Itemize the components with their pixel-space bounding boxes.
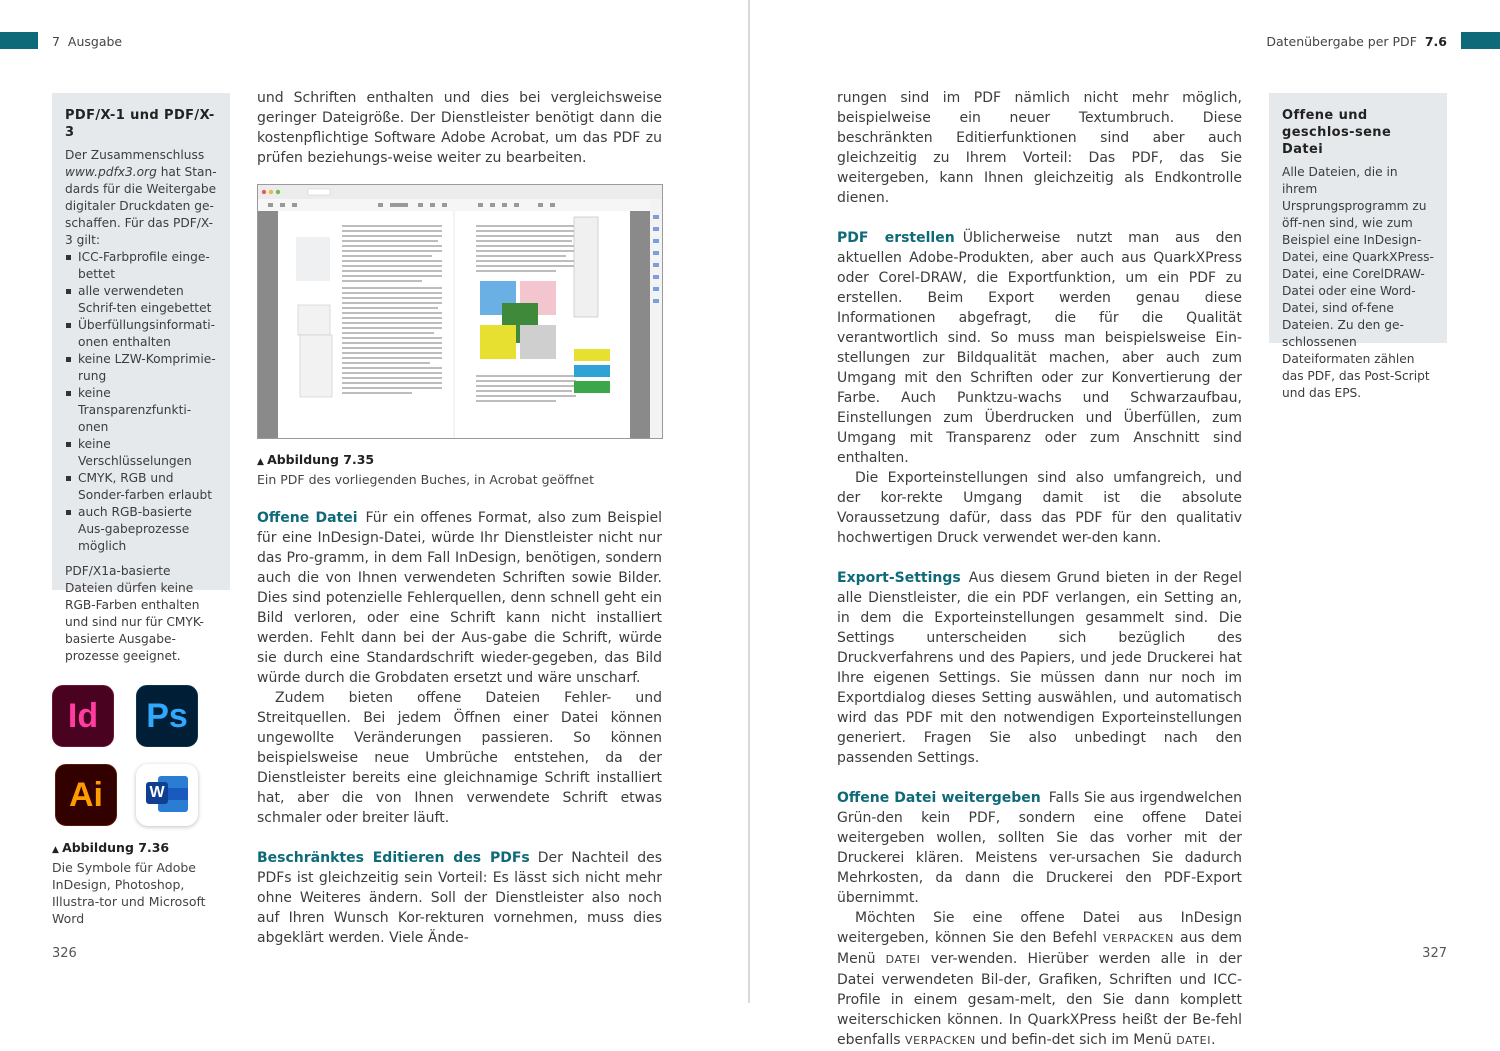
- acrobat-window-illustration: [258, 185, 662, 438]
- indesign-icon: Id: [52, 685, 114, 747]
- run-in-heading: Offene Datei: [257, 510, 358, 526]
- para-export-settings: Export-Settings Aus diesem Grund bieten in der Regel alle Dienstleister, die ein PDF verlangen, ein Setting an, in dem die Exporteinstellungen gesammelt sind. Die Settings unterscheiden sich bezüglich des Druckverfahrens und des Papiers, und jede Druckerei hat Ihre eigenen Settings. Sie müssen dann nur noch im Exportdialog dieses Setting auswählen, und automatisch wird das PDF mit den notwendigen Exporteinstellungen generiert. Fragen Sie also unbedingt nach den passenden Settings.: [837, 570, 1242, 766]
- chapter-tab-left: [0, 32, 38, 49]
- sidebox-outro: PDF/X1a-basierte Dateien dürfen keine RGB-Farben enthalten und sind nur für CMYK-basierte Ausgabe-prozesse geeignet.: [65, 564, 204, 663]
- menu-command: VERPACKEN: [905, 1034, 976, 1047]
- word-icon: [136, 764, 198, 826]
- list-item: alle verwendeten Schrif-ten eingebettet: [65, 283, 217, 317]
- running-header-left: [52, 34, 122, 49]
- chapter-title: Ausgabe: [67, 34, 123, 49]
- section-number: 7.6: [1424, 34, 1447, 49]
- pdfx3-link[interactable]: www.pdfx3.org: [65, 165, 157, 179]
- body-text-right: [837, 88, 1242, 1051]
- figure-736-caption: [52, 839, 230, 927]
- para-offene-datei: Offene Datei Für ein offenes Format, also zum Beispiel für eine InDesign-Datei, würde Ihr Dienstleister nicht nur das Pro-gramm, in dem Fall InDesign, benötigen, sondern auch die von Ihnen verwendeten Schriften sowie Bilder. Dies sind potenzielle Fehlerquellen, denn schnell geht ein Bild verloren, oder eine Schrift kann nicht installiert werden. Fehlt dann bei der Aus-gabe die Schrift, würde sie durch eine Standardschrift wieder-gegeben, das Bild würde durch die Grobdaten ersetzt und wäre unscharf.: [257, 510, 662, 686]
- sidebox-intro: Der Zusammenschluss www.pdfx3.org hat Stan-dards für die Weitergabe digitaler Druckdaten ge-schaffen. Für das PDF/X-3 gilt:: [65, 148, 217, 247]
- run-in-heading: Export-Settings: [837, 570, 961, 586]
- sidebox-pdfx: [52, 93, 230, 663]
- chapter-tab-right: [1461, 32, 1500, 49]
- para-moechten: Möchten Sie eine offene Datei aus InDesign weitergeben, können Sie den Befehl VERPACKEN aus dem Menü DATEI ver-wenden. Hierüber werden alle in der Datei verwendeten Bil-der, Grafiken, Schriften und ICC-Profile in einem gesam-melt, den Sie dann komplett weiterschicken können. In QuarkXPress heißt der Be-fehl ebenfalls VERPACKEN und befin-det sich im Menü DATEI.: [837, 910, 1243, 1048]
- sidebox-title: Offene und geschlos-sene Datei: [1282, 108, 1392, 157]
- para-top: rungen sind im PDF nämlich nicht mehr möglich, beispielweise ein neuer Textumbruch. Diese beschränkten Editierfunktionen sind aber auch gleichzeitig zu Ihrem Vorteil: Das PDF, das Sie weitergeben, kann Ihnen gleichzeitig als Endkontrolle dienen.: [837, 90, 1242, 206]
- list-item: Überfüllungsinformati-onen enthalten: [65, 317, 217, 351]
- section-title: Datenübergabe per PDF: [1266, 34, 1417, 49]
- body-text-left-top: und Schriften enthalten und dies bei vergleichsweise geringer Dateigröße. Der Dienstleister benötigt dann die kostenpflichtige Software Adobe Acrobat, um das PDF zu prüfen beziehungs-weise weiter zu bearbeiten.: [257, 90, 662, 166]
- sidebox-list: [65, 249, 217, 555]
- figure-label: ▲ Abbildung 7.35: [257, 451, 662, 471]
- page-gutter: [748, 0, 750, 1003]
- illustrator-icon: Ai: [55, 764, 117, 826]
- figure-caption-text: Die Symbole für Adobe InDesign, Photoshop, Illustra-tor und Microsoft Word: [52, 860, 206, 926]
- list-item: CMYK, RGB und Sonder-farben erlaubt: [65, 470, 217, 504]
- body-text-left-main: [257, 508, 662, 948]
- run-in-heading: Beschränktes Editieren des PDFs: [257, 850, 530, 866]
- page-number-right: 327: [1422, 946, 1447, 961]
- para-zudem: Zudem bieten offene Dateien Fehler- und Streitquellen. Bei jedem Öffnen einer Datei können ungewollte Veränderungen passieren. So können beispielsweise neue Umbrüche entstehen, da der Dienstleister bereits eine gleichnamige Schrift installiert hat, aber die von Ihnen verwendete Schrift etwas schmaler oder breiter läuft.: [257, 690, 662, 826]
- running-header-right: [1266, 34, 1447, 49]
- page-number-left: 326: [52, 946, 77, 961]
- para-weitergeben: Offene Datei weitergeben Falls Sie aus irgendwelchen Grün-den kein PDF, sondern eine offene Datei weitergeben wollen, sollten Sie das vorher mit der Druckerei klären. Meistens ver-ursachen Sie dadurch Mehrkosten, da dann die Druckerei den PDF-Export übernimmt.: [837, 790, 1242, 906]
- sidebox-text: Alle Dateien, die in ihrem Ursprungsprogramm zu öff-nen sind, wie zum Beispiel eine InDesign-Datei, eine QuarkXPress-Datei, eine CorelDRAW-Datei oder eine Word-Datei, sind of-fene Dateien. Zu den ge-schlossenen Dateiformaten zählen das PDF, das Post-Script und das EPS.: [1282, 165, 1434, 400]
- run-in-heading: PDF erstellen: [837, 230, 955, 246]
- photoshop-icon: Ps: [136, 685, 198, 747]
- sidebox-offene-geschlossene: [1269, 93, 1447, 400]
- menu-command: VERPACKEN: [1103, 932, 1174, 945]
- menu-name: DATEI: [885, 953, 921, 966]
- menu-name: DATEI: [1176, 1034, 1212, 1047]
- figure-caption-text: Ein PDF des vorliegenden Buches, in Acrobat geöffnet: [257, 472, 594, 487]
- para-export: Die Exporteinstellungen sind also umfangreich, und der kor-rekte Umgang damit ist die absolute Voraussetzung dafür, dass das PDF für den qualitativ hochwertigen Druck verwendet wer-den kann.: [837, 470, 1242, 546]
- sidebox-title: PDF/X-1 und PDF/X-3: [65, 108, 215, 140]
- list-item: ICC-Farbprofile einge-bettet: [65, 249, 217, 283]
- acrobat-screenshot: [257, 184, 663, 439]
- para-pdf-erstellen: PDF erstellen Üblicherweise nutzt man aus den aktuellen Adobe-Produkten, aber auch aus QuarkXPress oder Corel-DRAW, die Exportfunktion, um ein PDF zu erstellen. Beim Export werden genau diese Informationen abgefragt, die für die Qualität verantwortlich sind. So muss man beispielsweise Ein-stellungen zur Bildqualität machen, aber auch zum Umgang mit den Schriften oder zur Konvertierung der Farbe. Auch Punktzu-wachs und Schwarzaufbau, Einstellungen zum Überdrucken und Überfüllen, zum Umgang mit Transparenz oder zum Anschnitt sind enthalten.: [837, 230, 1242, 466]
- list-item: keine Verschlüsselungen: [65, 436, 217, 470]
- list-item: keine Transparenzfunkti-onen: [65, 385, 217, 436]
- figure-label: ▲ Abbildung 7.36: [52, 839, 230, 859]
- run-in-heading: Offene Datei weitergeben: [837, 790, 1041, 806]
- chapter-number: 7: [52, 34, 60, 49]
- word-letter: W: [146, 782, 168, 804]
- list-item: auch RGB-basierte Aus-gabeprozesse möglich: [65, 504, 217, 555]
- figure-735-caption: [257, 451, 662, 488]
- para-beschraenkt: Beschränktes Editieren des PDFs Der Nachteil des PDFs ist gleichzeitig sein Vorteil: Es lässt sich nicht mehr ohne Weiteres ändern. Soll der Dienstleister also noch auf Ihren Wunsch Kor-rekturen vornehmen, muss dies abgeklärt werden. Viele Ände-: [257, 850, 662, 946]
- list-item: keine LZW-Komprimie-rung: [65, 351, 217, 385]
